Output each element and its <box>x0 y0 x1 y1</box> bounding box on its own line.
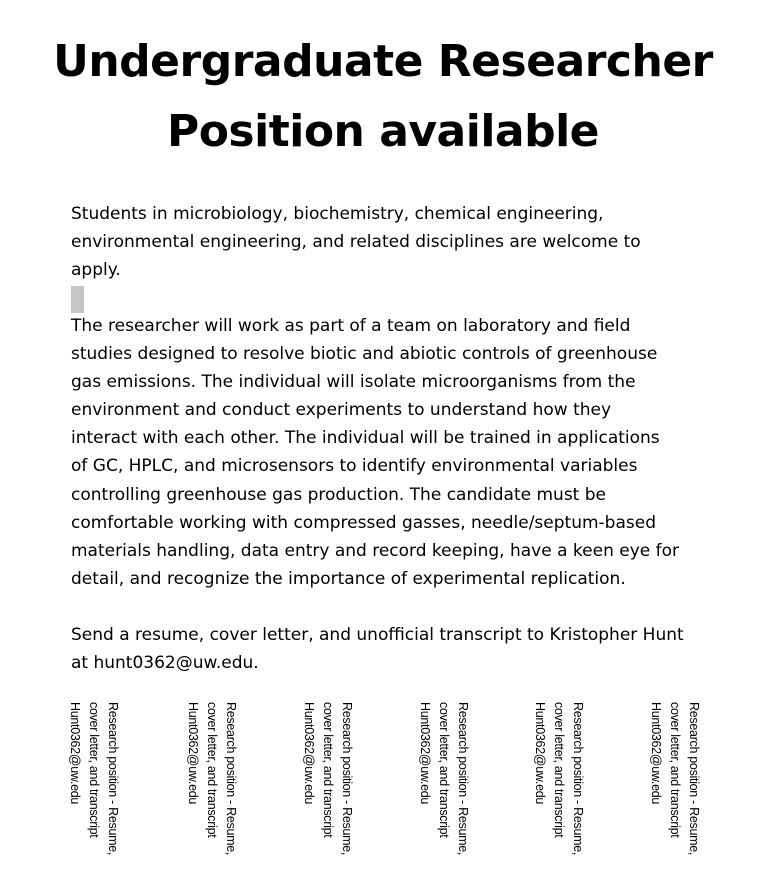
contact-paragraph: Send a resume, cover letter, and unofficial transcript to Kristopher Hunt at hunt0362@uw.edu. <box>71 625 684 674</box>
tear-off-tab <box>418 702 472 882</box>
tear-off-tab <box>533 702 587 882</box>
tear-off-tab-text: Research position - Resume, cover letter, and transcript Hunt0362@uw.edu <box>186 702 238 856</box>
tear-off-tab-text: Research position - Resume, cover letter, and transcript Hunt0362@uw.edu <box>302 702 354 856</box>
intro-paragraph: Students in microbiology, biochemistry, chemical engineering, environmental engineering, and related disciplines are welcome to apply. <box>71 204 641 281</box>
tear-off-tab <box>302 702 356 882</box>
tear-off-tab <box>68 702 122 882</box>
page-title-line-1: Undergraduate Researcher <box>53 36 713 87</box>
page-title-line-2: Position available <box>166 106 600 157</box>
tear-off-tab-text: Research position - Resume, cover letter, and transcript Hunt0362@uw.edu <box>418 702 470 856</box>
description-paragraph: The researcher will work as part of a team on laboratory and field studies designed to resolve biotic and abiotic controls of greenhouse gas emissions. The individual will isolate microorganisms from the environment and conduct experiments to understand how they interact with each other. The individual will be trained in applications of GC, HPLC, and microsensors to identify environmental variables controlling greenhouse gas production. The candidate must be comfortable working with compressed gasses, needle/septum-based materials handling, data entry and record keeping, have a keen eye for detail, and recognize the importance of experimental replication. <box>71 316 680 589</box>
tear-off-tab-text: Research position - Resume, cover letter, and transcript Hunt0362@uw.edu <box>533 702 585 856</box>
tear-off-tab-text: Research position - Resume, cover letter, and transcript Hunt0362@uw.edu <box>649 702 701 856</box>
tear-off-tab <box>649 702 703 882</box>
tear-off-tab <box>186 702 240 882</box>
tear-off-tab-text: Research position - Resume, cover letter, and transcript Hunt0362@uw.edu <box>68 702 120 856</box>
text-cursor-selection[interactable] <box>71 286 84 313</box>
